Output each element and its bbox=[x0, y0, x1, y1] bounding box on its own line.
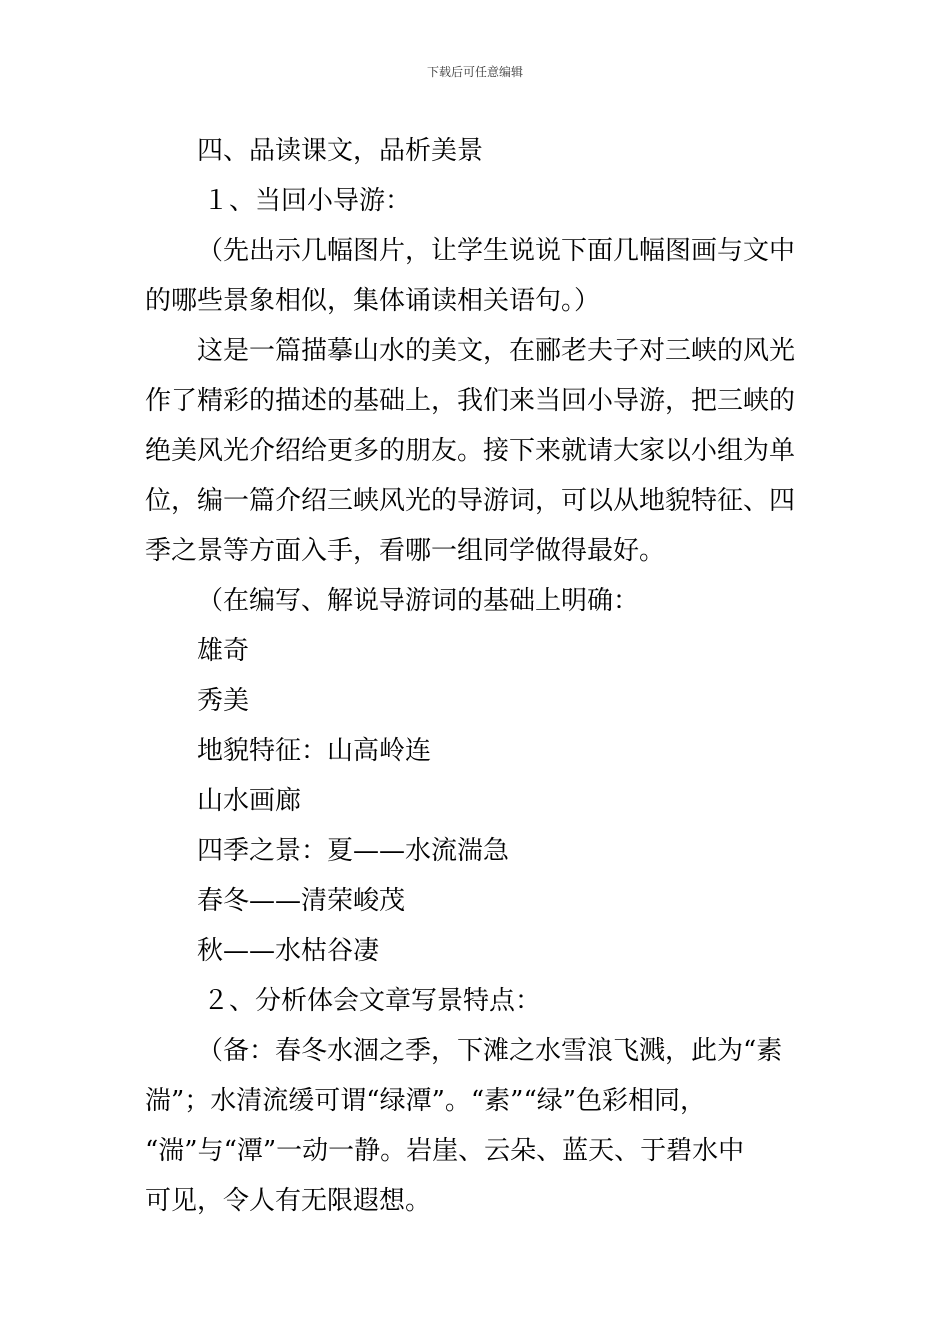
list-item: 秋——水枯谷凄 bbox=[197, 936, 380, 966]
paragraph-line: （在编写、解说导游词的基础上明确： bbox=[197, 586, 640, 616]
paragraph-line: 这是一篇描摹山水的美文，在郦老夫子对三峡的风光 bbox=[197, 336, 796, 366]
list-item: 雄奇 bbox=[197, 636, 250, 666]
list-item: 四季之景：夏——水流湍急 bbox=[197, 836, 510, 866]
list-item: 秀美 bbox=[197, 686, 250, 716]
paragraph-line: 作了精彩的描述的基础上，我们来当回小导游，把三峡的 bbox=[145, 386, 796, 416]
paragraph-line: 湍”；水清流缓可谓“绿潭”。“素”“绿”色彩相同， bbox=[145, 1086, 707, 1116]
list-item: 山水画廊 bbox=[197, 786, 302, 816]
subsection-heading: １、当回小导游： bbox=[203, 186, 412, 216]
paragraph-line: 季之景等方面入手，看哪一组同学做得最好。 bbox=[145, 536, 666, 566]
list-item: 地貌特征：山高岭连 bbox=[197, 736, 432, 766]
paragraph-line: “湍”与“潭”一动一静。岩崖、云朵、蓝天、于碧水中 bbox=[145, 1136, 745, 1166]
paragraph-line: 绝美风光介绍给更多的朋友。接下来就请大家以小组为单 bbox=[145, 436, 796, 466]
paragraph-line: 的哪些景象相似，集体诵读相关语句。） bbox=[145, 286, 601, 316]
paragraph-line: （先出示几幅图片，让学生说说下面几幅图画与文中 bbox=[197, 236, 796, 266]
document-body bbox=[145, 126, 807, 1226]
paragraph-line: （备：春冬水涸之季，下滩之水雪浪飞溅，此为“素 bbox=[197, 1036, 783, 1066]
list-item: 春冬——清荣峻茂 bbox=[197, 886, 406, 916]
page-header-note: 下载后可任意编辑 bbox=[426, 65, 523, 79]
paragraph-line: 可见，令人有无限遐想。 bbox=[145, 1186, 432, 1216]
paragraph-line: 位，编一篇介绍三峡风光的导游词，可以从地貌特征、四 bbox=[145, 486, 796, 516]
section-heading: 四、品读课文，品析美景 bbox=[197, 136, 484, 166]
subsection-heading: ２、分析体会文章写景特点： bbox=[203, 986, 542, 1016]
